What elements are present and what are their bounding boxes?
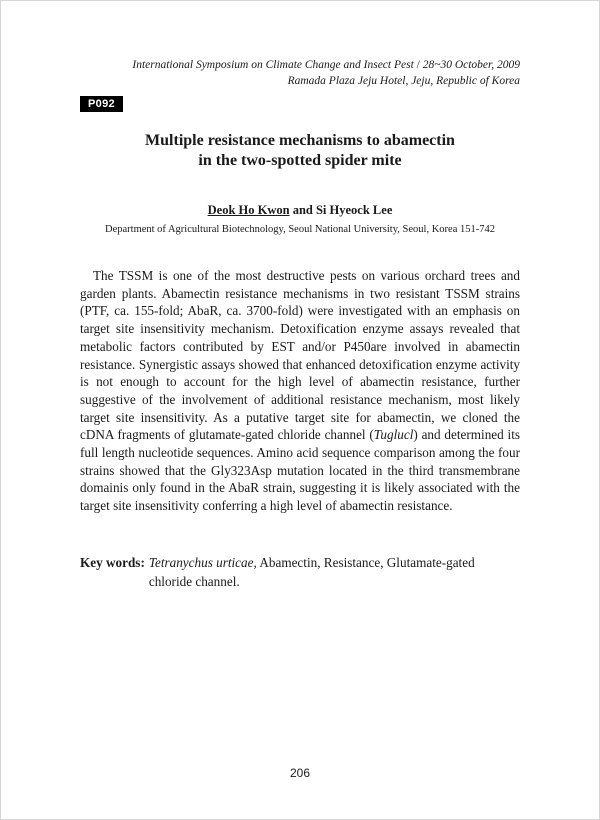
running-header <box>132 57 520 89</box>
header-line-1 <box>132 57 520 73</box>
paper-title <box>80 131 520 171</box>
page-number: 206 <box>289 766 311 780</box>
header-separator: / <box>416 59 420 71</box>
header-event: International Symposium on Climate Change and Insect Pest <box>132 59 414 71</box>
abstract-text-start: The TSSM is one of the most destructive pests on various orchard trees and garden plants. Abamectin resistance mechanisms in two resistant TSSM strains (PTF, ca. 155-fold; AbaR, ca. 3700-fold) were investigated with an emphasis on target site insensitivity mechanism. Detoxification enzyme assays revealed that metabolic factors contributed by EST and/or P450are involved in abamectin resistance. Synergistic assays showed that enhanced detoxification enzyme activity is not enough to account for the high level of abamectin resistance, further suggestive of the involvement of additional resistance mechanism, most likely target site insensitivity. As a putative target site for abamectin, we cloned the cDNA fragments of glutamate-gated chloride channel ( <box>80 268 520 443</box>
title-line-2: in the two-spotted spider mite <box>198 152 402 169</box>
keywords-rest: , Abamectin, Resistance, Glutamate-gated chloride channel. <box>148 555 475 589</box>
affiliation: Department of Agricultural Biotechnology, Seoul National University, Seoul, Korea 151-742 <box>105 224 495 235</box>
co-author: Si Hyeock Lee <box>315 203 393 217</box>
keywords-list <box>149 553 520 591</box>
abstract-paragraph <box>80 267 520 515</box>
presenting-author: Deok Ho Kwon <box>207 203 290 217</box>
title-line-1: Multiple resistance mechanisms to abamectin <box>145 132 455 149</box>
keywords-label: Key words: <box>80 555 145 570</box>
keywords-block <box>80 553 520 591</box>
keyword-species: Tetranychus urticae <box>148 555 254 570</box>
author-connector: and <box>292 203 313 217</box>
poster-code-badge: P092 <box>80 96 123 112</box>
author-line <box>80 202 520 218</box>
header-line-2: Ramada Plaza Jeju Hotel, Jeju, Republic of Korea <box>287 75 520 87</box>
abstract-text-end: ) and determined its full length nucleotide sequences. Amino acid sequence comparison among the four strains showed that the Gly323Asp mutation located in the third transmembrane domainis only found in the AbaR strain, suggesting it is likely associated with the target site insensitivity conferring a high level of abamectin resistance. <box>80 427 520 514</box>
abstract-gene-name: Tuglucl <box>373 427 414 443</box>
header-dates: 28~30 October, 2009 <box>422 59 520 71</box>
